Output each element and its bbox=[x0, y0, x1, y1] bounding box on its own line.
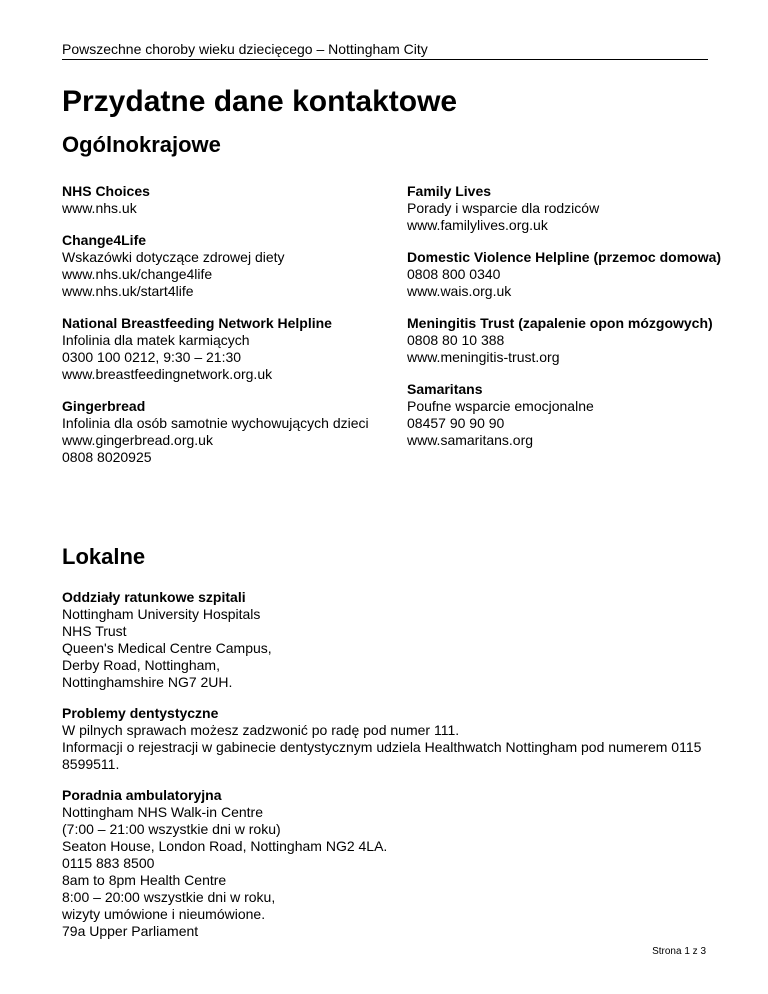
contact-line: Nottingham NHS Walk-in Centre bbox=[62, 804, 263, 820]
contact-name: National Breastfeeding Network Helpline bbox=[62, 315, 332, 331]
contact-samaritans bbox=[407, 381, 727, 449]
contact-name: Family Lives bbox=[407, 183, 492, 199]
running-header: Powszechne choroby wieku dziecięcego – Nottingham City bbox=[62, 40, 708, 60]
contact-website: www.nhs.uk bbox=[62, 200, 137, 216]
contact-phone: 0808 80 10 388 bbox=[407, 332, 505, 348]
contact-name: NHS Choices bbox=[62, 183, 150, 199]
contact-hospital-emergency bbox=[62, 589, 708, 691]
contact-website: www.nhs.uk/start4life bbox=[62, 283, 194, 299]
address-line: Queen's Medical Centre Campus, bbox=[62, 640, 272, 656]
contact-description: Infolinia dla matek karmiących bbox=[62, 332, 250, 348]
address-line: NHS Trust bbox=[62, 623, 127, 639]
contact-name: Meningitis Trust (zapalenie opon mózgowych) bbox=[407, 315, 713, 331]
contact-line: 0115 883 8500 bbox=[62, 855, 155, 871]
contact-meningitis-trust bbox=[407, 315, 727, 366]
contact-website: www.wais.org.uk bbox=[407, 283, 512, 299]
contact-name: Oddziały ratunkowe szpitali bbox=[62, 589, 246, 605]
contact-name: Problemy dentystyczne bbox=[62, 705, 219, 721]
contact-description: Infolinia dla osób samotnie wychowujących dzieci bbox=[62, 415, 369, 431]
address-line: Derby Road, Nottingham, bbox=[62, 657, 220, 673]
contact-name: Samaritans bbox=[407, 381, 483, 397]
contact-nhs-choices bbox=[62, 183, 382, 217]
national-contacts-right-column bbox=[407, 183, 727, 464]
contact-gingerbread bbox=[62, 398, 382, 466]
national-contacts-left-column bbox=[62, 183, 382, 481]
contact-name: Change4Life bbox=[62, 232, 147, 248]
address-line: Nottinghamshire NG7 2UH. bbox=[62, 674, 233, 690]
contact-walk-in-clinic bbox=[62, 787, 708, 940]
contact-name: Domestic Violence Helpline (przemoc domowa) bbox=[407, 249, 722, 265]
contact-line: Seaton House, London Road, Nottingham NG2 4LA. bbox=[62, 838, 388, 854]
contact-line: (7:00 – 21:00 wszystkie dni w roku) bbox=[62, 821, 281, 837]
contact-description: Wskazówki dotyczące zdrowej diety bbox=[62, 249, 285, 265]
contact-phone: 0808 8020925 bbox=[62, 449, 152, 465]
section-heading-national: Ogólnokrajowe bbox=[62, 132, 221, 157]
contact-website: www.breastfeedingnetwork.org.uk bbox=[62, 366, 273, 382]
contact-change4life bbox=[62, 232, 382, 300]
contact-phone: 0300 100 0212, 9:30 – 21:30 bbox=[62, 349, 242, 365]
contact-breastfeeding-network bbox=[62, 315, 382, 383]
contact-domestic-violence-helpline bbox=[407, 249, 727, 300]
contact-name: Gingerbread bbox=[62, 398, 146, 414]
contact-phone: 08457 90 90 90 bbox=[407, 415, 505, 431]
contact-line: 8:00 – 20:00 wszystkie dni w roku, bbox=[62, 889, 276, 905]
contact-phone: 0808 800 0340 bbox=[407, 266, 501, 282]
contact-dental-problems bbox=[62, 705, 708, 773]
page-number: Strona 1 z 3 bbox=[652, 946, 706, 957]
contact-website: www.samaritans.org bbox=[407, 432, 534, 448]
contact-name: Poradnia ambulatoryjna bbox=[62, 787, 222, 803]
contact-description: W pilnych sprawach możesz zadzwonić po radę pod numer 111. bbox=[62, 722, 460, 738]
contact-line: 79a Upper Parliament bbox=[62, 923, 199, 939]
contact-website: www.gingerbread.org.uk bbox=[62, 432, 213, 448]
local-contacts bbox=[62, 589, 708, 954]
page-title: Przydatne dane kontaktowe bbox=[62, 85, 458, 118]
contact-family-lives bbox=[407, 183, 727, 234]
address-line: Nottingham University Hospitals bbox=[62, 606, 261, 622]
contact-description: Poufne wsparcie emocjonalne bbox=[407, 398, 594, 414]
section-heading-local: Lokalne bbox=[62, 544, 146, 569]
contact-website: www.nhs.uk/change4life bbox=[62, 266, 213, 282]
contact-website: www.meningitis-trust.org bbox=[407, 349, 560, 365]
contact-line: 8am to 8pm Health Centre bbox=[62, 872, 227, 888]
contact-line: wizyty umówione i nieumówione. bbox=[62, 906, 266, 922]
contact-description: Porady i wsparcie dla rodziców bbox=[407, 200, 600, 216]
contact-description: Informacji o rejestracji w gabinecie dentystycznym udziela Healthwatch Nottingham pod numerem 0115 8599511. bbox=[62, 739, 702, 772]
contact-website: www.familylives.org.uk bbox=[407, 217, 548, 233]
